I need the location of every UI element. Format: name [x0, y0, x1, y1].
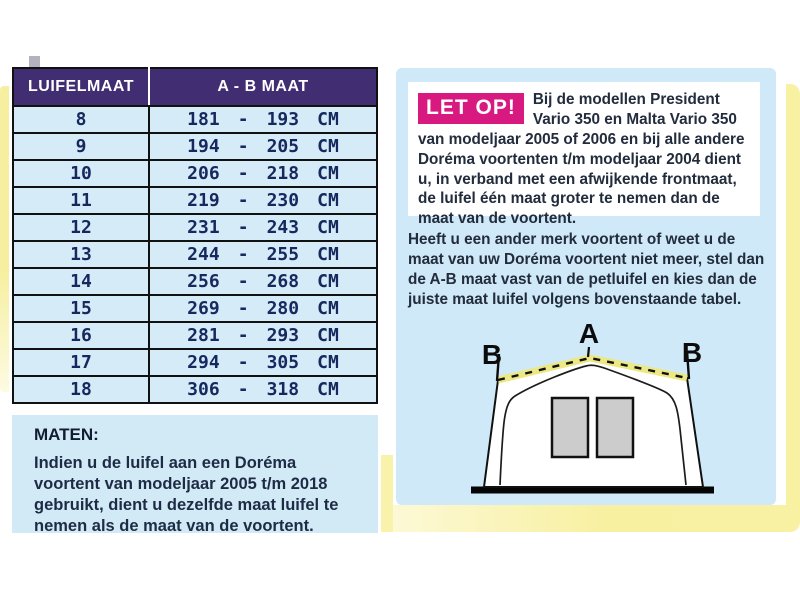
yellow-edge-middle [381, 455, 393, 532]
ab-maat-cell: 281 - 293 CM [149, 322, 377, 349]
luifelmaat-cell: 11 [13, 187, 149, 214]
table-row [13, 241, 377, 268]
info-panel [396, 68, 776, 505]
maten-title: MATEN: [34, 425, 99, 444]
table-row [13, 187, 377, 214]
ab-maat-cell: 219 - 230 CM [149, 187, 377, 214]
table-header [13, 68, 377, 106]
table-row [13, 214, 377, 241]
table-body [13, 106, 377, 403]
yellow-edge-bottom [384, 505, 794, 532]
table-row [13, 322, 377, 349]
table-row [13, 295, 377, 322]
ab-maat-cell: 194 - 205 CM [149, 133, 377, 160]
table-row [13, 376, 377, 403]
ab-maat-cell: 244 - 255 CM [149, 241, 377, 268]
luifelmaat-cell: 14 [13, 268, 149, 295]
window-left [552, 398, 588, 457]
awning-diagram [396, 298, 776, 505]
luifelmaat-cell: 12 [13, 214, 149, 241]
table-row [13, 349, 377, 376]
awning-size-table [12, 67, 378, 404]
ab-maat-cell: 269 - 280 CM [149, 295, 377, 322]
ab-maat-cell: 181 - 193 CM [149, 106, 377, 133]
ab-maat-cell: 306 - 318 CM [149, 376, 377, 403]
tent-diagram-svg [396, 298, 776, 505]
letop-body-text: Bij de modellen President Vario 350 en Malta Vario 350 van modeljaar 2005 of 2006 en bij alle andere Doréma voortenten t/m modeljaar 2004 dient u, in verband met een afwijkende frontmaat, de luifel één maat groter te nemen dan de maat van de voortent. [418, 91, 745, 228]
label-b-left: B [481, 339, 503, 370]
luifelmaat-cell: 17 [13, 349, 149, 376]
table-header-row [13, 68, 377, 106]
maten-note-block [12, 415, 378, 536]
luifelmaat-cell: 13 [13, 241, 149, 268]
column-header-ab-maat: A - B MAAT [149, 68, 377, 106]
luifelmaat-cell: 15 [13, 295, 149, 322]
label-b-right: B [681, 337, 703, 368]
label-a: A [578, 318, 600, 349]
luifelmaat-cell: 8 [13, 106, 149, 133]
ab-maat-cell: 206 - 218 CM [149, 160, 377, 187]
ab-maat-cell: 294 - 305 CM [149, 349, 377, 376]
luifelmaat-cell: 16 [13, 322, 149, 349]
window-right [597, 398, 633, 457]
luifelmaat-cell: 18 [13, 376, 149, 403]
luifelmaat-cell: 10 [13, 160, 149, 187]
letop-notice-box [408, 82, 760, 228]
maten-body-text: Indien u de luifel aan een Doréma voortent van modeljaar 2005 t/m 2018 gebruikt, dient u dezelfde maat luifel te nemen als de maat van de voortent. [34, 454, 339, 536]
yellow-edge-left [0, 86, 9, 392]
table-row [13, 160, 377, 187]
ab-maat-cell: 256 - 268 CM [149, 268, 377, 295]
table-row [13, 133, 377, 160]
panel-paragraph: Heeft u een ander merk voortent of weet u de maat van uw Doréma voortent niet meer, stel dan de A-B maat vast van de petluifel en kies dan de juiste maat luifel volgens bovenstaande tabel. [408, 231, 765, 308]
luifelmaat-cell: 9 [13, 133, 149, 160]
table-row [13, 268, 377, 295]
ab-maat-cell: 231 - 243 CM [149, 214, 377, 241]
letop-badge: LET OP! [418, 93, 524, 124]
table-row [13, 106, 377, 133]
column-header-luifelmaat: LUIFELMAAT [13, 68, 149, 106]
yellow-edge-right [786, 84, 800, 532]
